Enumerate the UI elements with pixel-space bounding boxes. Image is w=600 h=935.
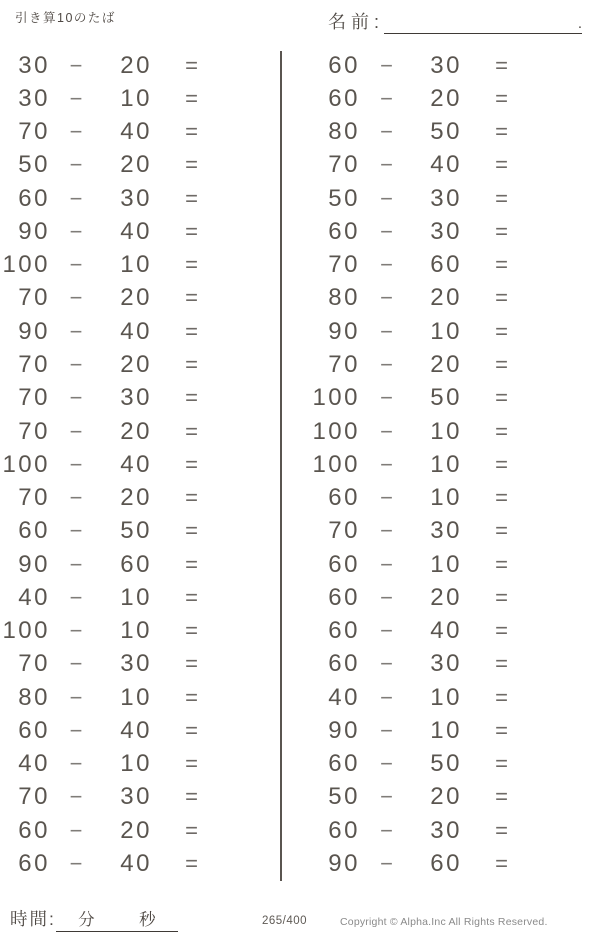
- minus-sign: −: [380, 551, 393, 577]
- equals-sign: =: [185, 751, 198, 777]
- minuend: 70: [328, 351, 360, 379]
- equals-sign: =: [495, 518, 508, 544]
- problem-row: [282, 714, 600, 747]
- minuend: 70: [18, 118, 50, 146]
- minuend: 50: [328, 184, 360, 212]
- name-blank-line: [384, 15, 582, 34]
- minus-sign: −: [69, 152, 83, 178]
- minuend: 70: [18, 783, 50, 811]
- minus-sign: −: [69, 618, 83, 644]
- problem-row: [282, 315, 600, 348]
- equals-sign: =: [495, 485, 508, 511]
- subtrahend: 10: [430, 450, 462, 478]
- equals-sign: =: [495, 252, 508, 278]
- minus-sign: −: [380, 684, 393, 710]
- minuend: 70: [18, 284, 50, 312]
- minuend: 100: [2, 251, 50, 279]
- subtrahend: 40: [120, 850, 152, 877]
- subtrahend: 10: [430, 484, 462, 512]
- minus-sign: −: [380, 485, 393, 511]
- time-label: 時間:: [10, 909, 56, 929]
- subtrahend: 20: [120, 417, 152, 445]
- minuend: 70: [328, 151, 360, 179]
- minus-sign: −: [380, 817, 393, 843]
- minus-sign: −: [69, 485, 83, 511]
- minuend: 60: [18, 816, 50, 844]
- subtrahend: 30: [430, 51, 462, 79]
- minus-sign: −: [69, 418, 83, 444]
- minuend: 40: [328, 683, 360, 711]
- problem-row: [0, 714, 280, 747]
- problem-row: [0, 415, 280, 448]
- minus-sign: −: [69, 285, 83, 311]
- minuend: 90: [328, 716, 360, 744]
- minus-sign: −: [380, 218, 393, 244]
- minus-sign: −: [380, 185, 393, 211]
- minuend: 80: [328, 118, 360, 146]
- minuend: 90: [328, 317, 360, 345]
- minus-sign: −: [380, 385, 393, 411]
- subtrahend: 10: [120, 750, 152, 778]
- subtrahend: 10: [430, 550, 462, 578]
- minuend: 90: [18, 217, 50, 245]
- equals-sign: =: [185, 318, 198, 344]
- minuend: 70: [328, 251, 360, 279]
- subtrahend: 40: [120, 716, 152, 744]
- name-label: 名前:: [328, 12, 385, 32]
- minuend: 100: [312, 417, 360, 445]
- subtrahend: 10: [430, 716, 462, 744]
- problem-row: [0, 515, 280, 548]
- equals-sign: =: [185, 285, 198, 311]
- minuend: 60: [328, 583, 360, 611]
- minuend: 70: [18, 484, 50, 512]
- problem-row: [0, 382, 280, 415]
- problem-row: [282, 116, 600, 149]
- equals-sign: =: [495, 651, 508, 677]
- subtrahend: 20: [430, 351, 462, 379]
- subtrahend: 60: [120, 550, 152, 578]
- problem-row: [0, 548, 280, 581]
- minuend: 80: [18, 683, 50, 711]
- minus-sign: −: [380, 285, 393, 311]
- subtrahend: 60: [430, 251, 462, 279]
- equals-sign: =: [495, 851, 508, 876]
- minuend: 60: [328, 650, 360, 678]
- equals-sign: =: [495, 52, 508, 78]
- minus-sign: −: [69, 451, 83, 477]
- equals-sign: =: [185, 518, 198, 544]
- minus-sign: −: [69, 751, 83, 777]
- subtrahend: 30: [430, 217, 462, 245]
- subtrahend: 40: [120, 450, 152, 478]
- subtrahend: 20: [430, 783, 462, 811]
- problem-row: [0, 82, 280, 115]
- subtrahend: 20: [120, 51, 152, 79]
- problem-row: [282, 648, 600, 681]
- problem-row: [282, 348, 600, 381]
- minus-sign: −: [69, 52, 83, 78]
- subtrahend: 60: [430, 850, 462, 877]
- problems-column-right: [282, 49, 600, 881]
- equals-sign: =: [495, 119, 508, 145]
- subtrahend: 10: [430, 317, 462, 345]
- subtrahend: 20: [120, 484, 152, 512]
- minuend: 100: [312, 384, 360, 412]
- time-blank-line: [56, 910, 178, 932]
- equals-sign: =: [495, 418, 508, 444]
- subtrahend: 30: [430, 816, 462, 844]
- subtrahend: 30: [430, 184, 462, 212]
- minus-sign: −: [380, 318, 393, 344]
- equals-sign: =: [185, 485, 198, 511]
- equals-sign: =: [495, 318, 508, 344]
- equals-sign: =: [495, 751, 508, 777]
- equals-sign: =: [185, 52, 198, 78]
- subtrahend: 50: [120, 517, 152, 545]
- subtrahend: 40: [120, 317, 152, 345]
- seconds-label: 秒: [139, 911, 156, 929]
- subtrahend: 40: [120, 118, 152, 146]
- equals-sign: =: [185, 352, 198, 378]
- problem-row: [0, 282, 280, 315]
- subtrahend: 40: [120, 217, 152, 245]
- problem-row: [282, 182, 600, 215]
- minuend: 60: [18, 850, 50, 877]
- equals-sign: =: [185, 817, 198, 843]
- problem-row: [282, 382, 600, 415]
- equals-sign: =: [185, 185, 198, 211]
- problem-row: [0, 581, 280, 614]
- minuend: 60: [328, 550, 360, 578]
- problem-row: [282, 249, 600, 282]
- problem-row: [0, 149, 280, 182]
- minuend: 60: [328, 84, 360, 112]
- minuend: 40: [18, 750, 50, 778]
- minuend: 40: [18, 583, 50, 611]
- minuend: 60: [328, 484, 360, 512]
- subtrahend: 20: [430, 583, 462, 611]
- minus-sign: −: [380, 152, 393, 178]
- equals-sign: =: [185, 684, 198, 710]
- equals-sign: =: [495, 285, 508, 311]
- minus-sign: −: [69, 352, 83, 378]
- problem-row: [0, 249, 280, 282]
- minus-sign: −: [69, 717, 83, 743]
- subtrahend: 30: [120, 650, 152, 678]
- subtrahend: 40: [430, 617, 462, 645]
- minus-sign: −: [69, 119, 83, 145]
- equals-sign: =: [495, 618, 508, 644]
- minus-sign: −: [380, 651, 393, 677]
- equals-sign: =: [495, 584, 508, 610]
- minuend: 80: [328, 284, 360, 312]
- time-field: [10, 906, 178, 932]
- equals-sign: =: [185, 85, 198, 111]
- minuend: 90: [18, 317, 50, 345]
- minuend: 60: [328, 816, 360, 844]
- equals-sign: =: [185, 784, 198, 810]
- minus-sign: −: [380, 52, 393, 78]
- minuend: 90: [18, 550, 50, 578]
- subtrahend: 50: [430, 118, 462, 146]
- minuend: 60: [328, 750, 360, 778]
- subtrahend: 50: [430, 384, 462, 412]
- equals-sign: =: [495, 152, 508, 178]
- minuend: 70: [18, 650, 50, 678]
- equals-sign: =: [495, 218, 508, 244]
- problem-row: [282, 748, 600, 781]
- minus-sign: −: [69, 518, 83, 544]
- subtrahend: 20: [120, 284, 152, 312]
- minus-sign: −: [69, 185, 83, 211]
- equals-sign: =: [185, 252, 198, 278]
- problem-row: [282, 215, 600, 248]
- equals-sign: =: [185, 584, 198, 610]
- equals-sign: =: [495, 385, 508, 411]
- problem-row: [0, 814, 280, 847]
- equals-sign: =: [185, 218, 198, 244]
- minuend: 70: [328, 517, 360, 545]
- minus-sign: −: [69, 784, 83, 810]
- minuend: 60: [18, 517, 50, 545]
- subtrahend: 30: [120, 783, 152, 811]
- equals-sign: =: [495, 352, 508, 378]
- equals-sign: =: [185, 551, 198, 577]
- subtrahend: 30: [120, 384, 152, 412]
- minuend: 60: [18, 184, 50, 212]
- subtrahend: 50: [430, 750, 462, 778]
- minus-sign: −: [69, 684, 83, 710]
- problems-area: [0, 49, 600, 881]
- minutes-label: 分: [78, 911, 95, 929]
- name-line-period: .: [577, 15, 583, 32]
- minuend: 70: [18, 351, 50, 379]
- equals-sign: =: [185, 119, 198, 145]
- subtrahend: 30: [120, 184, 152, 212]
- page-number: 265/400: [262, 915, 308, 927]
- subtrahend: 10: [430, 417, 462, 445]
- problem-row: [282, 548, 600, 581]
- minus-sign: −: [69, 551, 83, 577]
- problem-row: [0, 315, 280, 348]
- name-field: [328, 8, 582, 34]
- minus-sign: −: [380, 252, 393, 278]
- minuend: 60: [328, 217, 360, 245]
- equals-sign: =: [185, 618, 198, 644]
- problem-row: [282, 282, 600, 315]
- minuend: 70: [18, 384, 50, 412]
- problem-row: [0, 748, 280, 781]
- problem-row: [282, 615, 600, 648]
- problem-row: [0, 781, 280, 814]
- problem-row: [282, 681, 600, 714]
- minus-sign: −: [69, 817, 83, 843]
- minus-sign: −: [69, 218, 83, 244]
- minus-sign: −: [380, 618, 393, 644]
- equals-sign: =: [185, 152, 198, 178]
- minus-sign: −: [380, 584, 393, 610]
- minuend: 90: [328, 850, 360, 877]
- subtrahend: 10: [120, 84, 152, 112]
- minus-sign: −: [380, 784, 393, 810]
- equals-sign: =: [495, 784, 508, 810]
- equals-sign: =: [185, 851, 198, 876]
- subtrahend: 30: [430, 517, 462, 545]
- subtrahend: 10: [120, 617, 152, 645]
- minuend: 60: [328, 617, 360, 645]
- minus-sign: −: [380, 418, 393, 444]
- minus-sign: −: [69, 584, 83, 610]
- minus-sign: −: [380, 751, 393, 777]
- subtrahend: 30: [430, 650, 462, 678]
- problem-row: [282, 49, 600, 82]
- minus-sign: −: [380, 717, 393, 743]
- problem-row: [0, 49, 280, 82]
- subtrahend: 10: [120, 583, 152, 611]
- subtrahend: 10: [430, 683, 462, 711]
- subtrahend: 20: [120, 816, 152, 844]
- equals-sign: =: [495, 85, 508, 111]
- subtrahend: 20: [120, 351, 152, 379]
- minuend: 50: [328, 783, 360, 811]
- problems-column-left: [0, 49, 280, 881]
- equals-sign: =: [185, 651, 198, 677]
- minus-sign: −: [69, 651, 83, 677]
- subtrahend: 10: [120, 251, 152, 279]
- problem-row: [282, 82, 600, 115]
- minus-sign: −: [69, 385, 83, 411]
- minus-sign: −: [380, 119, 393, 145]
- problem-row: [0, 182, 280, 215]
- subtrahend: 10: [120, 683, 152, 711]
- problem-row: [0, 448, 280, 481]
- problem-row: [282, 814, 600, 847]
- problem-row: [0, 348, 280, 381]
- problem-row: [0, 215, 280, 248]
- problem-row: [0, 481, 280, 514]
- equals-sign: =: [495, 551, 508, 577]
- minus-sign: −: [69, 851, 83, 876]
- minus-sign: −: [380, 85, 393, 111]
- page-title: 引き算10のたば: [15, 11, 116, 25]
- minuend: 100: [312, 450, 360, 478]
- equals-sign: =: [495, 817, 508, 843]
- equals-sign: =: [495, 717, 508, 743]
- equals-sign: =: [495, 451, 508, 477]
- minuend: 70: [18, 417, 50, 445]
- problem-row: [282, 415, 600, 448]
- problem-row: [0, 116, 280, 149]
- equals-sign: =: [185, 385, 198, 411]
- problem-row: [282, 847, 600, 880]
- equals-sign: =: [185, 451, 198, 477]
- minuend: 30: [18, 51, 50, 79]
- subtrahend: 40: [430, 151, 462, 179]
- minus-sign: −: [69, 85, 83, 111]
- subtrahend: 20: [430, 284, 462, 312]
- problem-row: [282, 515, 600, 548]
- problem-row: [0, 847, 280, 880]
- minuend: 60: [18, 716, 50, 744]
- problem-row: [0, 615, 280, 648]
- minuend: 50: [18, 151, 50, 179]
- equals-sign: =: [495, 185, 508, 211]
- problem-row: [0, 648, 280, 681]
- problem-row: [282, 448, 600, 481]
- minuend: 100: [2, 450, 50, 478]
- minuend: 30: [18, 84, 50, 112]
- minus-sign: −: [380, 851, 393, 876]
- subtrahend: 20: [120, 151, 152, 179]
- problem-row: [282, 581, 600, 614]
- equals-sign: =: [495, 684, 508, 710]
- equals-sign: =: [185, 418, 198, 444]
- minuend: 60: [328, 51, 360, 79]
- problem-row: [282, 481, 600, 514]
- minus-sign: −: [380, 451, 393, 477]
- minus-sign: −: [380, 518, 393, 544]
- problem-row: [0, 681, 280, 714]
- copyright-notice: Copyright © Alpha.Inc All Rights Reserved.: [340, 916, 548, 928]
- equals-sign: =: [185, 717, 198, 743]
- minus-sign: −: [69, 318, 83, 344]
- minuend: 100: [2, 617, 50, 645]
- minus-sign: −: [380, 352, 393, 378]
- problem-row: [282, 781, 600, 814]
- problem-row: [282, 149, 600, 182]
- minus-sign: −: [69, 252, 83, 278]
- subtrahend: 20: [430, 84, 462, 112]
